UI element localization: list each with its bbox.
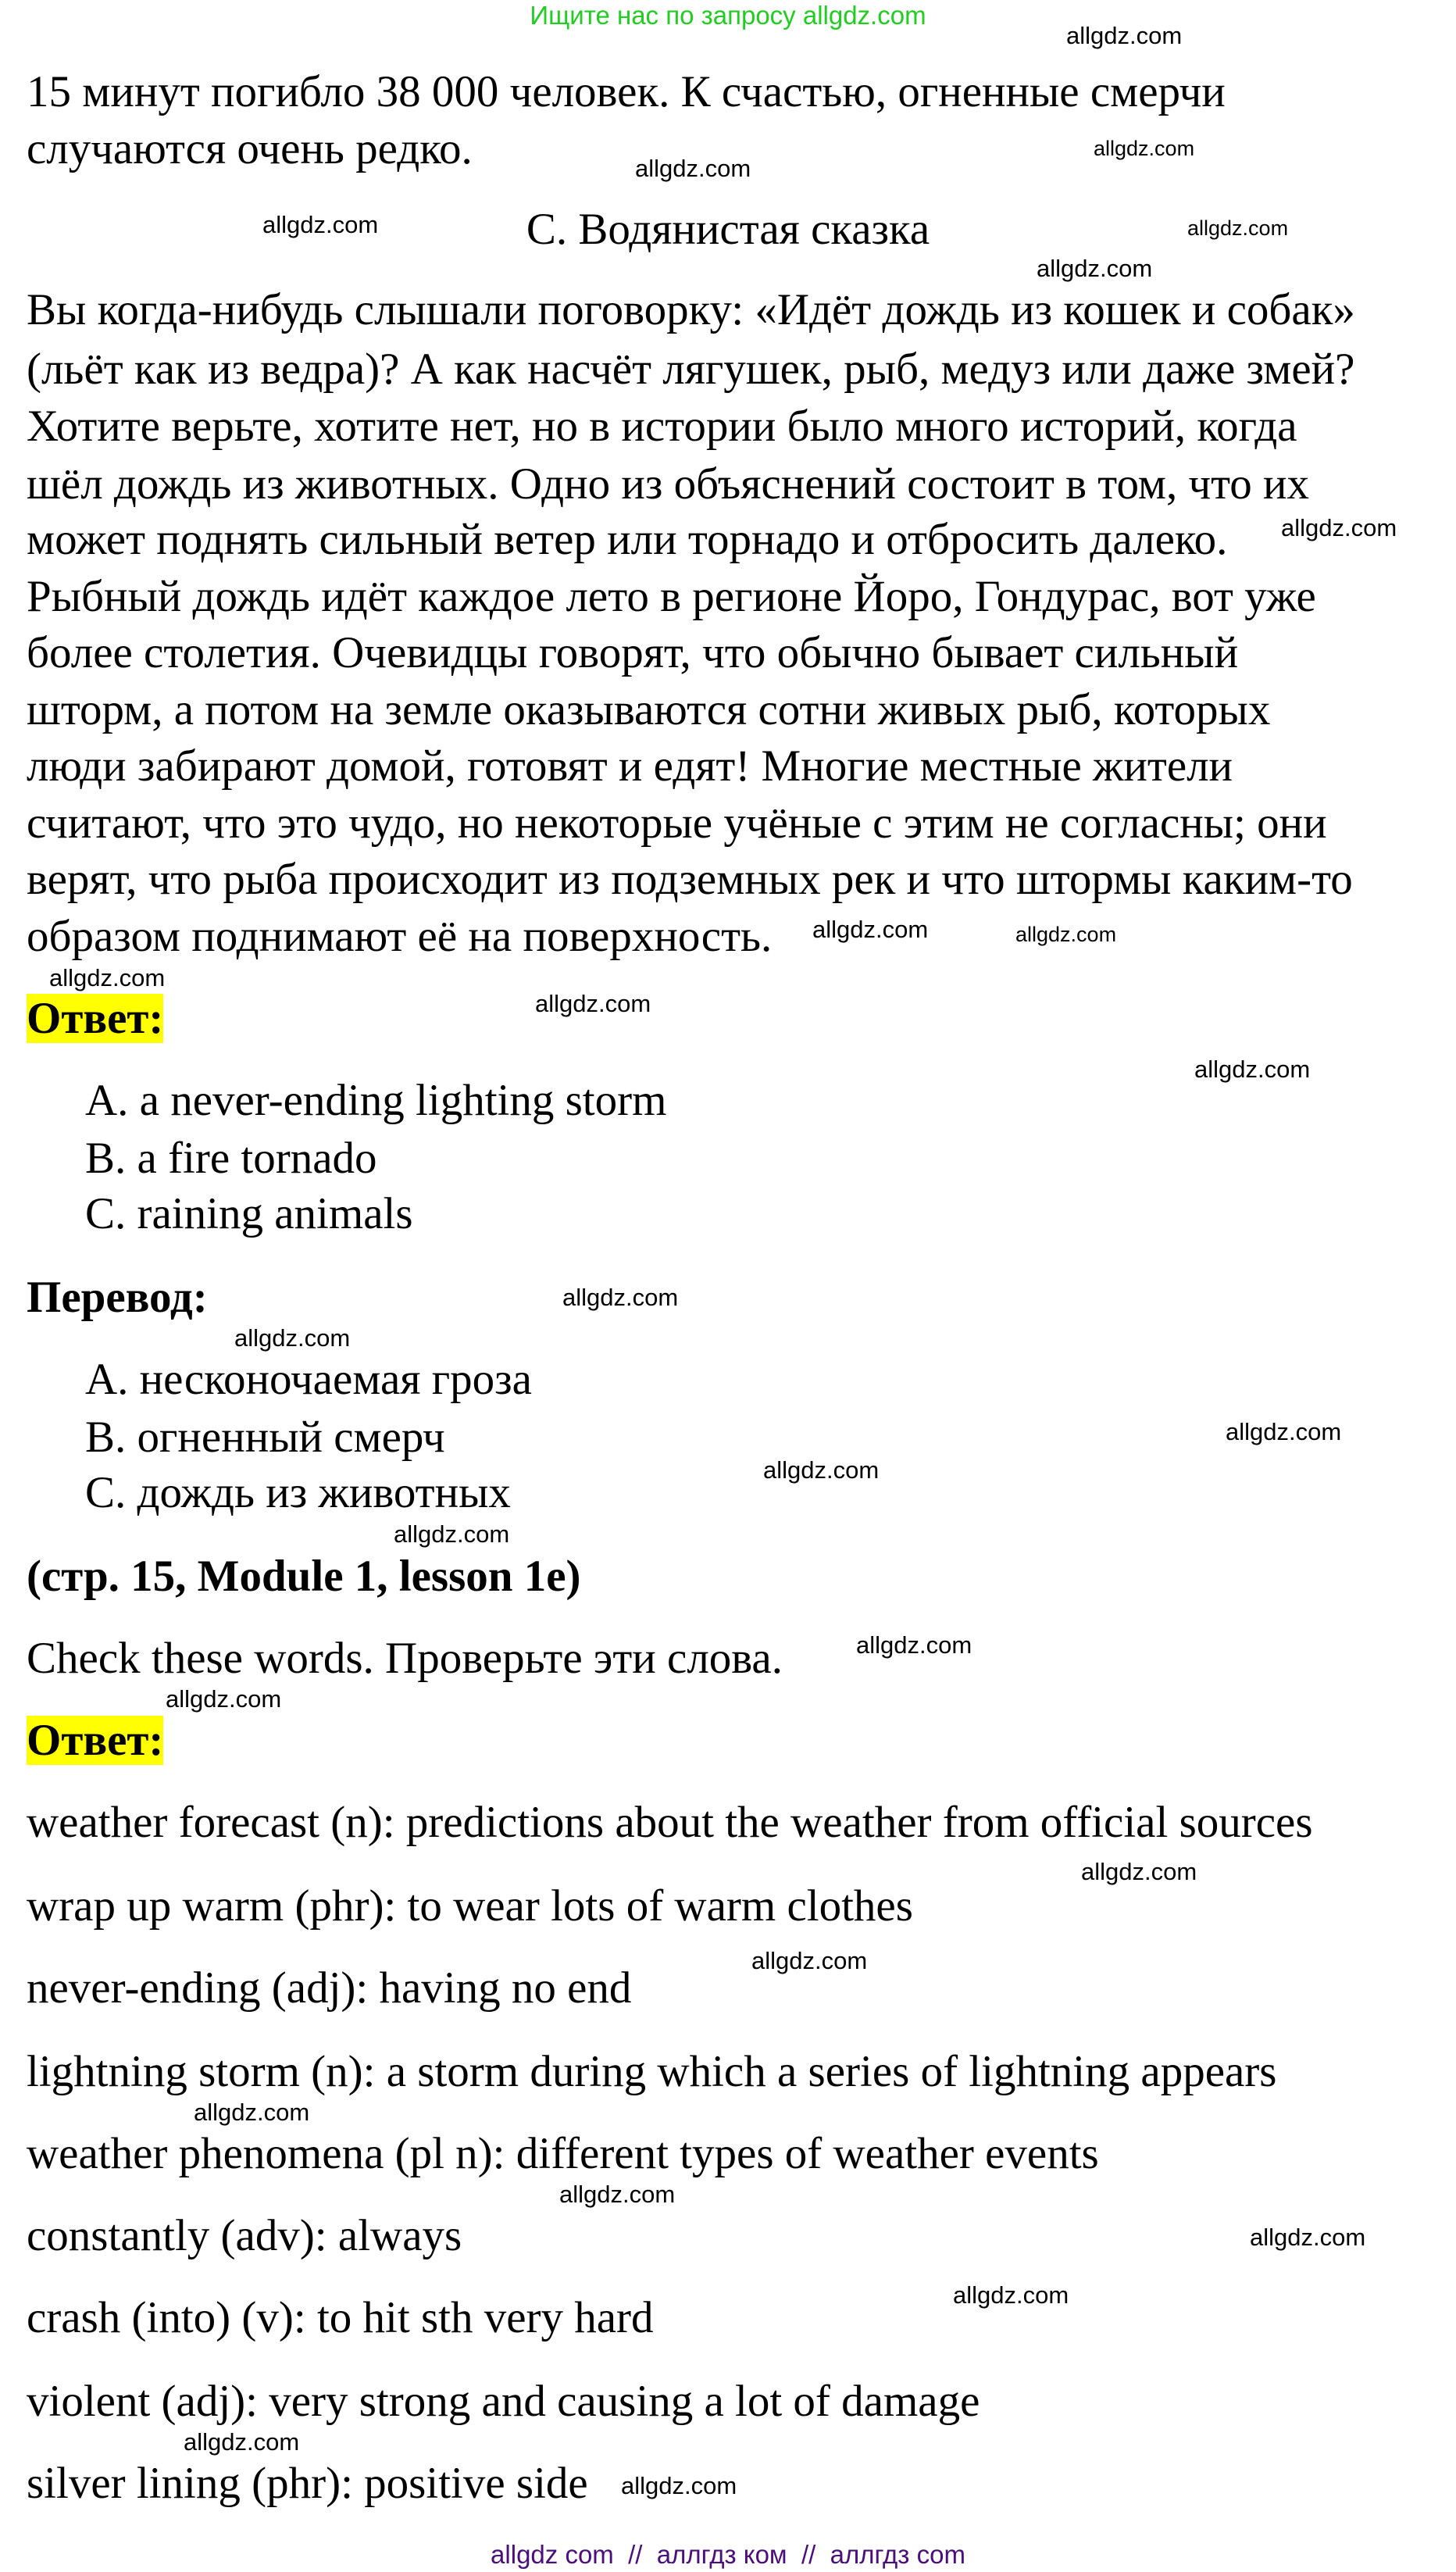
watermark: allgdz.com — [394, 1520, 510, 1548]
search-banner[interactable]: Ищите нас по запросу allgdz.com — [530, 1, 926, 30]
watermark: allgdz.com — [49, 964, 166, 991]
paragraph-line: может поднять сильный ветер или торнадо и отбросить далеко. — [27, 515, 1228, 564]
definition: weather forecast (n): predictions about the weather from official sources — [27, 1798, 1313, 1847]
text-line: случаются очень редко. — [27, 124, 473, 173]
lesson-reference: (стр. 15, Module 1, lesson 1e) — [27, 1552, 581, 1601]
translation-option: A. несконочаемая гроза — [85, 1355, 532, 1404]
watermark: allgdz.com — [1226, 1418, 1342, 1445]
paragraph-line: верят, что рыба происходит из подземных рек и что штормы каким-то — [27, 855, 1353, 904]
answer-label-text: Ответ: — [27, 1716, 164, 1765]
watermark: allgdz.com — [262, 211, 379, 238]
paragraph-line: люди забирают домой, готовят и едят! Многие местные жители — [27, 741, 1233, 791]
definition: violent (adj): very strong and causing a lot of damage — [27, 2377, 980, 2426]
watermark: allgdz.com — [635, 155, 751, 182]
watermark: allgdz.com — [763, 1456, 880, 1484]
task-text: Check these words. Проверьте эти слова. — [27, 1634, 783, 1683]
answer-option: C. raining animals — [85, 1189, 413, 1238]
translation-option: B. огненный смерч — [85, 1413, 445, 1462]
definition: weather phenomena (pl n): different types of weather events — [27, 2129, 1099, 2178]
answer-label-text: Ответ: — [27, 994, 164, 1043]
watermark: allgdz.com — [751, 1947, 868, 1974]
watermark: allgdz.com — [562, 1284, 679, 1311]
watermark: allgdz.com — [535, 990, 651, 1017]
section-heading: C. Водянистая сказка — [526, 205, 930, 254]
watermark: allgdz.com — [1015, 923, 1117, 946]
watermark: allgdz.com — [184, 2428, 300, 2456]
watermark: allgdz.com — [1250, 2224, 1366, 2251]
definition: silver lining (phr): positive side — [27, 2459, 588, 2508]
watermark: allgdz.com — [1281, 514, 1397, 541]
answer-label — [27, 990, 163, 1048]
paragraph-line: (льёт как из ведра)? А как насчёт лягушек, рыб, медуз или даже змей? — [27, 345, 1355, 394]
definition: constantly (adv): always — [27, 2211, 462, 2260]
paragraph-line: более столетия. Очевидцы говорят, что обычно бывает сильный — [27, 628, 1239, 677]
watermark: allgdz.com — [812, 916, 929, 943]
definition: never-ending (adj): having no end — [27, 1963, 632, 2013]
paragraph-line: шторм, а потом на земле оказываются сотни живых рыб, которых — [27, 685, 1271, 734]
paragraph-line: шёл дождь из животных. Одно из объяснений состоит в том, что их — [27, 459, 1310, 509]
translation-option: C. дождь из животных — [85, 1468, 511, 1517]
watermark: allgdz.com — [1187, 216, 1289, 240]
text-line: 15 минут погибло 38 000 человек. К счастью, огненные смерчи — [27, 67, 1226, 116]
paragraph-line: считают, что это чудо, но некоторые учёные с этим не согласны; они — [27, 798, 1327, 848]
paragraph-line: Рыбный дождь идёт каждое лето в регионе Йоро, Гондурас, вот уже — [27, 572, 1316, 621]
watermark: allgdz.com — [194, 2099, 310, 2126]
watermark: allgdz.com — [1094, 137, 1195, 160]
watermark: allgdz.com — [1066, 22, 1183, 49]
paragraph-line: Хотите верьте, хотите нет, но в истории было много историй, когда — [27, 402, 1297, 451]
watermark: allgdz.com — [621, 2472, 737, 2499]
watermark: allgdz.com — [166, 1685, 282, 1713]
definition: crash (into) (v): to hit sth very hard — [27, 2293, 654, 2342]
paragraph-line: Вы когда-нибудь слышали поговорку: «Идёт дождь из кошек и собак» — [27, 285, 1355, 334]
watermark: allgdz.com — [234, 1324, 351, 1352]
answer-label-2 — [27, 1712, 163, 1770]
watermark: allgdz.com — [953, 2281, 1069, 2309]
paragraph-line: образом поднимают её на поверхность. — [27, 912, 773, 961]
watermark: allgdz.com — [559, 2181, 676, 2208]
definition: wrap up warm (phr): to wear lots of warm clothes — [27, 1881, 913, 1931]
watermark: allgdz.com — [856, 1631, 972, 1659]
answer-option: B. a fire tornado — [85, 1134, 377, 1183]
watermark: allgdz.com — [1194, 1056, 1311, 1083]
footer-links[interactable]: allgdz com // аллгдз ком // аллгдз com — [491, 2540, 965, 2569]
definition: lightning storm (n): a storm during which a series of lightning appears — [27, 2047, 1277, 2096]
watermark: allgdz.com — [1037, 255, 1153, 282]
answer-option: A. a never-ending lighting storm — [85, 1076, 667, 1125]
translation-label: Перевод: — [27, 1273, 208, 1322]
watermark: allgdz.com — [1081, 1858, 1197, 1885]
